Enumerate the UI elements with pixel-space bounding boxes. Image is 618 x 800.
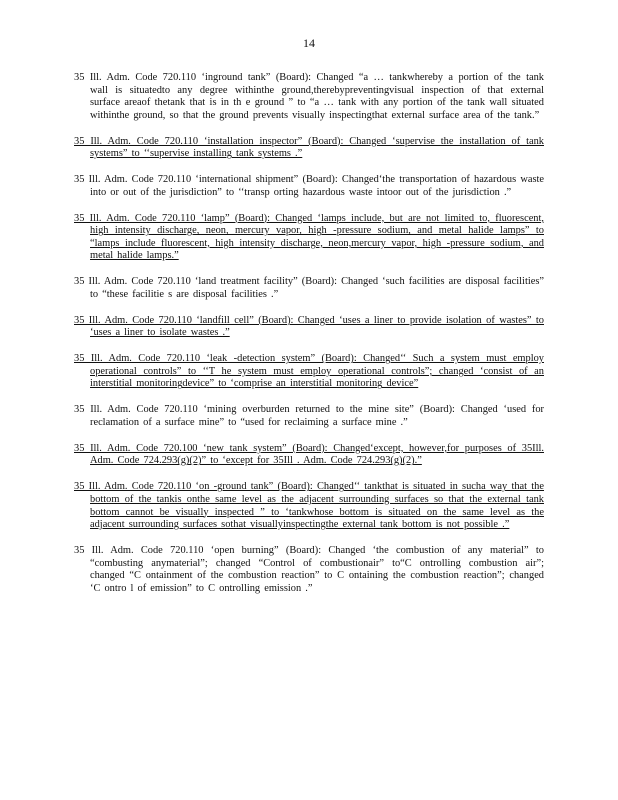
amendment-entry: 35 Ill. Adm. Code 720.110 ‘on -ground tank” (Board): Changed‘‘ tankthat is situated in sucha way that the bottom of the tankis onthe same level as the adjacent surrounding surfaces so that the external tank bottom cannot be visually inspected ” to ‘tankwhose bottom is situated on the same level as the adjacent surrounding surfaces sothat visuallyinspectingthe external tank bottom is not possible .” (74, 481, 544, 531)
amendment-entry: 35 Ill. Adm. Code 720.110 ‘mining overburden returned to the mine site” (Board): Changed ‘used for reclamation of a surface mine” to “used for reclaiming a surface mine .” (74, 404, 544, 428)
amendment-entry: 35 Ill. Adm. Code 720.110 ‘inground tank” (Board): Changed “a … tankwhereby a portion of the tank wall is situatedto any degree withinthe ground,therebypreventingvisual inspection of that external surface areaof thetank that is in th e ground ” to “a … tank with any portion of the tank wall situated withinthe ground, so that the ground prevents visually inspectingthat external surface area of the tank.” (74, 72, 544, 121)
amendment-entry: 35 Ill. Adm. Code 720.110 ‘land treatment facility” (Board): Changed ‘such facilities are disposal facilities” to “these facilitie s are disposal facilities .” (74, 276, 544, 300)
amendment-entry: 35 Ill. Adm. Code 720.110 ‘landfill cell” (Board): Changed ‘uses a liner to provide isolation of wastes” to ‘uses a liner to isolate wastes .” (74, 314, 544, 339)
amendment-list (74, 72, 544, 609)
amendment-entry: 35 Ill. Adm. Code 720.110 ‘lamp” (Board): Changed ‘lamps include, but are not limited to, fluorescent, high intensity discharge, neon, mercury vapor, high -pressure sodium, and metal halide lamps” to “lamps include fluorescent, high intensity discharge, neon,mercury vapor, high -pressure sodium, and metal halide lamps.” (74, 212, 544, 262)
amendment-entry: 35 Ill. Adm. Code 720.110 ‘leak -detection system” (Board): Changed‘‘ Such a system must employ operational controls” to ‘‘T he system must employ operational controls”; changed ‘consist of an interstitial monitoringdevice” to ‘comprise an interstitial monitoring device” (74, 353, 544, 390)
amendment-entry: 35 Ill. Adm. Code 720.100 ‘new tank system” (Board): Changed‘except, however,for purposes of 35Ill. Adm. Code 724.293(g)(2)” to ‘except for 35Ill . Adm. Code 724.293(g)(2).” (74, 442, 544, 467)
amendment-entry: 35 Ill. Adm. Code 720.110 ‘installation inspector” (Board): Changed ‘supervise the installation of tank systems” to ‘‘supervise installing tank systems .” (74, 135, 544, 160)
amendment-entry: 35 Ill. Adm. Code 720.110 ‘open burning” (Board): Changed ‘the combustion of any material” to “combusting anymaterial”; changed “Control of combustionair” to“C ontrolling combustion air”; changed “C ontainment of the combustion reaction” to C ontaining the combustion reaction”; changed ‘C ontro l of emission” to C ontrolling emission .” (74, 545, 544, 594)
page-number: 14 (303, 36, 315, 50)
amendment-entry: 35 Ill. Adm. Code 720.110 ‘international shipment” (Board): Changed‘the transportation of hazardous waste into or out of the jurisdiction” to ‘‘transp orting hazardous waste intoor out of the jurisdiction .” (74, 174, 544, 198)
